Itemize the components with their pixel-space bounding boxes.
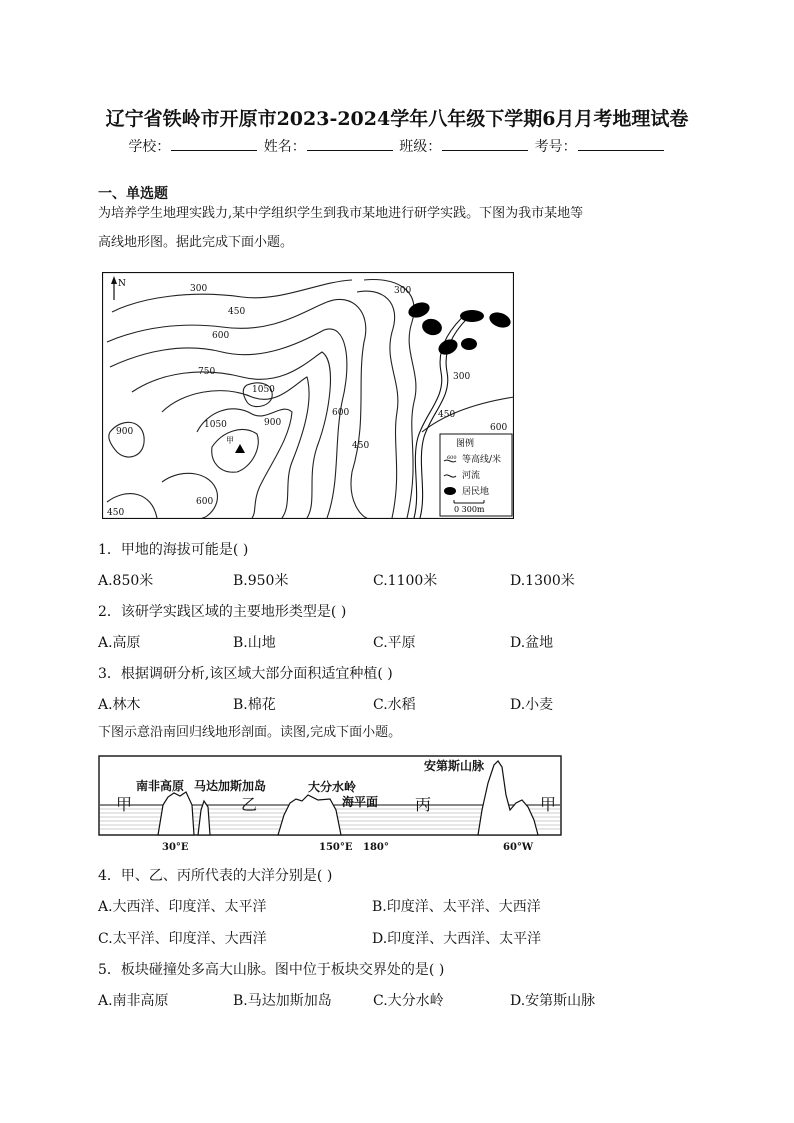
q3-option-c[interactable]: C.水稻	[373, 697, 416, 713]
label-madagascar: 马达加斯加岛	[194, 779, 267, 793]
school-blank[interactable]	[171, 138, 257, 151]
tick-180: 180°	[363, 842, 389, 853]
exam-number-label: 考号：	[534, 139, 577, 155]
label-sea-level: 海平面	[342, 795, 379, 809]
question-5: 5．板块碰撞处多高大山脉。图中位于板块交界处的是( )	[98, 962, 445, 978]
question-4: 4．甲、乙、丙所代表的大洋分别是( )	[98, 868, 333, 884]
contour-label: 900	[264, 418, 282, 428]
q5-option-b[interactable]: B.马达加斯加岛	[233, 993, 332, 1009]
q5-option-c[interactable]: C.大分水岭	[373, 993, 444, 1009]
contour-label: 1050	[252, 385, 275, 395]
q2-option-d[interactable]: D.盆地	[510, 635, 554, 651]
contour-label: 450	[107, 508, 125, 518]
label-andes: 安第斯山脉	[424, 759, 485, 773]
q3-option-b[interactable]: B.棉花	[233, 697, 276, 713]
q4-option-c[interactable]: C.太平洋、印度洋、大西洋	[98, 931, 267, 947]
q2-option-c[interactable]: C.平原	[373, 635, 416, 651]
student-info-row	[0, 136, 794, 156]
class-label: 班级：	[399, 139, 442, 155]
contour-label: 450	[438, 410, 456, 420]
q3-option-a[interactable]: A.林木	[98, 697, 141, 713]
contour-label: 450	[228, 307, 246, 317]
legend-settlement: 居民地	[462, 487, 490, 497]
q4-option-b[interactable]: B.印度洋、太平洋、大西洋	[372, 899, 541, 915]
question-3: 3．根据调研分析,该区域大部分面积适宜种植( )	[98, 666, 393, 682]
legend-contour-sample: 600	[447, 455, 457, 461]
contour-label: 600	[490, 423, 508, 433]
intro1-line2: 高线地形图。据此完成下面小题。	[98, 235, 294, 250]
contour-map	[102, 272, 514, 519]
q1-option-a[interactable]: A.850米	[98, 573, 154, 589]
q5-option-d[interactable]: D.安第斯山脉	[510, 993, 596, 1009]
ocean-jia-east: 甲	[540, 795, 557, 814]
q2-option-b[interactable]: B.山地	[233, 635, 276, 651]
legend-title: 图例	[456, 439, 475, 449]
contour-label: 750	[198, 367, 216, 377]
school-label: 学校：	[128, 139, 171, 155]
contour-label: 1050	[204, 420, 227, 430]
section-title: 一、单选题	[98, 186, 168, 202]
contour-label: 300	[394, 286, 412, 296]
contour-label: 600	[332, 408, 350, 418]
q2-option-a[interactable]: A.高原	[98, 635, 141, 651]
contour-label: 600	[196, 497, 214, 507]
intro1-line1: 为培养学生地理实践力,某中学组织学生到我市某地进行研学实践。下图为我市某地等	[98, 206, 584, 221]
legend-contour: 等高线/米	[462, 455, 502, 465]
north-label: N	[118, 279, 126, 289]
question-2: 2．该研学实践区域的主要地形类型是( )	[98, 604, 347, 620]
label-great-dividing-range: 大分水岭	[308, 780, 357, 794]
contour-label: 600	[212, 331, 230, 341]
ocean-jia-west: 甲	[116, 795, 133, 814]
q5-option-a[interactable]: A.南非高原	[98, 993, 169, 1009]
contour-label: 300	[190, 284, 208, 294]
contour-label: 450	[352, 441, 370, 451]
exam-title: 辽宁省铁岭市开原市2023-2024学年八年级下学期6月月考地理试卷	[105, 108, 689, 130]
terrain-profile	[98, 755, 563, 855]
q1-option-d[interactable]: D.1300米	[510, 573, 575, 589]
tick-30e: 30°E	[162, 842, 189, 853]
contour-label: 300	[453, 372, 471, 382]
q1-option-b[interactable]: B.950米	[233, 573, 289, 589]
label-south-african-plateau: 南非高原	[136, 779, 185, 793]
q4-option-a[interactable]: A.大西洋、印度洋、太平洋	[98, 899, 267, 915]
intro-paragraph-1	[98, 199, 698, 257]
exam-number-blank[interactable]	[578, 138, 664, 151]
legend-river: 河流	[462, 471, 481, 481]
name-label: 姓名：	[263, 139, 306, 155]
name-blank[interactable]	[307, 138, 393, 151]
q4-option-d[interactable]: D.印度洋、大西洋、太平洋	[372, 931, 542, 947]
tick-150e: 150°E	[319, 842, 353, 853]
point-jia-label: 甲	[226, 436, 234, 445]
q1-option-c[interactable]: C.1100米	[373, 573, 438, 589]
legend-scale: 0 300m	[454, 505, 485, 514]
contour-label: 900	[116, 427, 134, 437]
q3-option-d[interactable]: D.小麦	[510, 697, 554, 713]
ocean-bing: 丙	[415, 795, 432, 814]
class-blank[interactable]	[442, 138, 528, 151]
tick-60w: 60°W	[503, 842, 534, 853]
ocean-yi: 乙	[241, 795, 258, 814]
intro-paragraph-2: 下图示意沿南回归线地形剖面。读图,完成下面小题。	[98, 725, 402, 740]
map-legend	[440, 434, 512, 516]
question-1: 1．甲地的海拔可能是( )	[98, 542, 249, 558]
